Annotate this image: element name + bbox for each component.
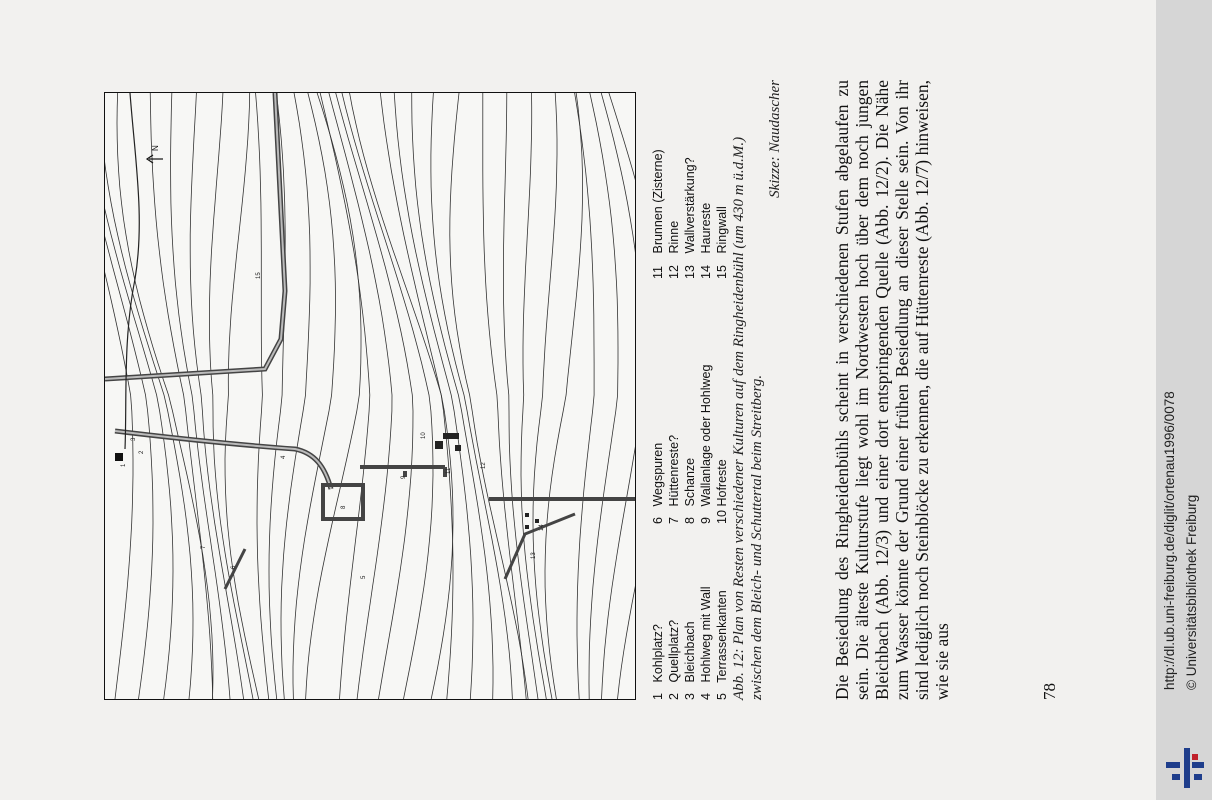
legend-item xyxy=(682,279,698,524)
contour-line xyxy=(320,92,370,699)
map-marker-label: 5 xyxy=(361,575,367,579)
haureste-marker xyxy=(525,513,539,529)
body-paragraph: Die Besiedlung des Ringheidenbühls scheint in verschiedenen Stufen abgelaufen zu sein. Die älteste Kulturstufe liegt wohl im Nordwesten hoch über dem noch jungen Bleichbach (Abb. 12/3) und einer dort entspringenden Quelle (Abb. 12/2). Die Nähe zum Wasser könnte der Grund einer frühen Besiedlung an dieser Stelle sein. Von ihr sind lediglich noch Steinblöcke zu erkennen, die auf Hüttenreste (Abb. 12/7) hinweisen, wie sie aus xyxy=(832,80,952,700)
map-marker-label: 11 xyxy=(446,467,452,474)
legend-item-number: 11 xyxy=(651,266,665,279)
legend-item-label: Rinne xyxy=(667,220,681,254)
contour-line xyxy=(171,92,230,699)
map-marker-label: 6 xyxy=(231,565,237,569)
legend-item-label: Ringwall xyxy=(715,206,729,254)
contour-line xyxy=(483,92,526,699)
legend-item-number: 5 xyxy=(715,693,729,700)
map-marker-label: 7 xyxy=(201,545,207,549)
legend-item-number: 14 xyxy=(699,265,713,279)
schanze-square xyxy=(323,485,363,519)
map-legend xyxy=(650,80,730,700)
contour-line xyxy=(380,92,453,699)
site-plan-map xyxy=(104,92,636,700)
map-marker-label: 8 xyxy=(341,505,347,509)
legend-column-3 xyxy=(650,149,730,279)
map-marker-label: 2 xyxy=(139,450,145,454)
contour-line xyxy=(105,92,173,699)
legend-item xyxy=(650,279,666,524)
contour-line xyxy=(328,92,392,699)
hofreste-marker xyxy=(435,441,443,449)
legend-item-label: Wallverstärkung? xyxy=(683,157,697,254)
legend-item-number: 2 xyxy=(667,693,681,700)
legend-item-label: Wallanlage oder Hohlweg xyxy=(699,364,713,507)
contour-line xyxy=(342,92,434,699)
legend-item-label: Schanze xyxy=(683,457,697,507)
map-marker-label: 3 xyxy=(131,437,137,441)
contour-line xyxy=(105,92,133,699)
legend-item xyxy=(714,524,730,700)
legend-item-label: Hohlweg mit Wall xyxy=(699,586,713,683)
legend-item-number: 7 xyxy=(667,517,681,524)
legend-item xyxy=(666,279,682,524)
legend-item-label: Brunnen (Zisterne) xyxy=(651,149,665,254)
legend-column-2 xyxy=(650,279,730,524)
contour-line xyxy=(150,92,213,699)
legend-item-number: 3 xyxy=(683,693,697,700)
caption-text: Abb. 12: Plan von Resten verschiedener Kulturen auf dem Ringheidenbühl (um 430 m ü.d.M.) zwischen dem Bleich- und Schuttertal beim Streitberg. xyxy=(731,136,765,700)
contour-line xyxy=(209,92,253,699)
legend-item xyxy=(698,149,714,279)
legend-item-label: Haureste xyxy=(699,202,713,254)
north-arrow-icon xyxy=(147,145,163,163)
legend-item-number: 9 xyxy=(699,517,713,524)
legend-item-number: 8 xyxy=(683,517,697,524)
map-marker-label: 4 xyxy=(281,455,287,459)
map-marker-label: 9 xyxy=(401,475,407,479)
legend-item-number: 10 xyxy=(715,510,729,524)
legend-item-label: Kohlplatz? xyxy=(651,624,665,683)
contour-line xyxy=(105,92,153,699)
map-marker-label: 10 xyxy=(421,432,427,439)
legend-item xyxy=(682,149,698,279)
figure-caption xyxy=(730,80,784,700)
legend-item-number: 1 xyxy=(651,693,665,700)
map-marker-label: 12 xyxy=(481,462,487,469)
page-number: 78 xyxy=(1040,683,1059,700)
legend-item xyxy=(650,149,666,279)
legend-item-number: 6 xyxy=(651,517,665,524)
legend-item xyxy=(714,279,730,524)
copyright-notice: © Universitätsbibliothek Freiburg xyxy=(1184,494,1199,690)
contour-line xyxy=(225,92,259,699)
university-logo-icon xyxy=(1166,746,1206,790)
contour-line xyxy=(431,92,513,699)
legend-item-label: Terrassenkanten xyxy=(715,590,729,683)
map-marker-label: 15 xyxy=(256,272,262,279)
legend-column-1 xyxy=(650,524,730,700)
bleichbach-line xyxy=(125,93,139,449)
map-marker-label: 14 xyxy=(539,524,545,531)
legend-item-label: Hofreste xyxy=(715,459,729,507)
contour-map-drawing xyxy=(105,92,636,699)
legend-item-label: Quellplatz? xyxy=(667,619,681,683)
legend-item-label: Hüttenreste? xyxy=(667,434,681,507)
contour-line xyxy=(293,92,336,699)
legend-item xyxy=(666,524,682,700)
caption-credit: Skizze: Naudascher xyxy=(767,80,783,198)
legend-item-number: 15 xyxy=(715,265,729,279)
contour-line xyxy=(349,92,453,699)
ringwall-line xyxy=(105,93,285,379)
source-url[interactable]: http://dl.ub.uni-freiburg.de/diglit/ortenau1996/0078 xyxy=(1162,391,1177,690)
contour-line xyxy=(601,92,636,699)
legend-item xyxy=(698,279,714,524)
contour-line xyxy=(503,92,538,699)
legend-item-number: 4 xyxy=(699,693,713,700)
legend-item xyxy=(666,149,682,279)
map-marker-label: 1 xyxy=(121,463,127,467)
map-marker-label: 13 xyxy=(531,552,537,559)
contour-line xyxy=(281,92,310,699)
contour-line xyxy=(533,92,557,699)
rotated-page-content xyxy=(40,40,1080,700)
legend-item-label: Wegspuren xyxy=(651,442,665,507)
contour-line xyxy=(255,92,268,699)
legend-item xyxy=(698,524,714,700)
legend-item xyxy=(714,149,730,279)
contour-line xyxy=(335,92,413,699)
legend-item-label: Bleichbach xyxy=(683,621,697,683)
legend-item xyxy=(650,524,666,700)
contour-line xyxy=(608,92,636,699)
contour-line xyxy=(117,92,213,699)
north-label: N xyxy=(151,145,160,151)
kohlplatz-marker xyxy=(115,453,123,461)
legend-item-number: 12 xyxy=(667,265,681,279)
legend-item-number: 13 xyxy=(683,265,697,279)
contour-line xyxy=(394,92,473,699)
legend-item xyxy=(682,524,698,700)
contour-line xyxy=(589,92,618,699)
